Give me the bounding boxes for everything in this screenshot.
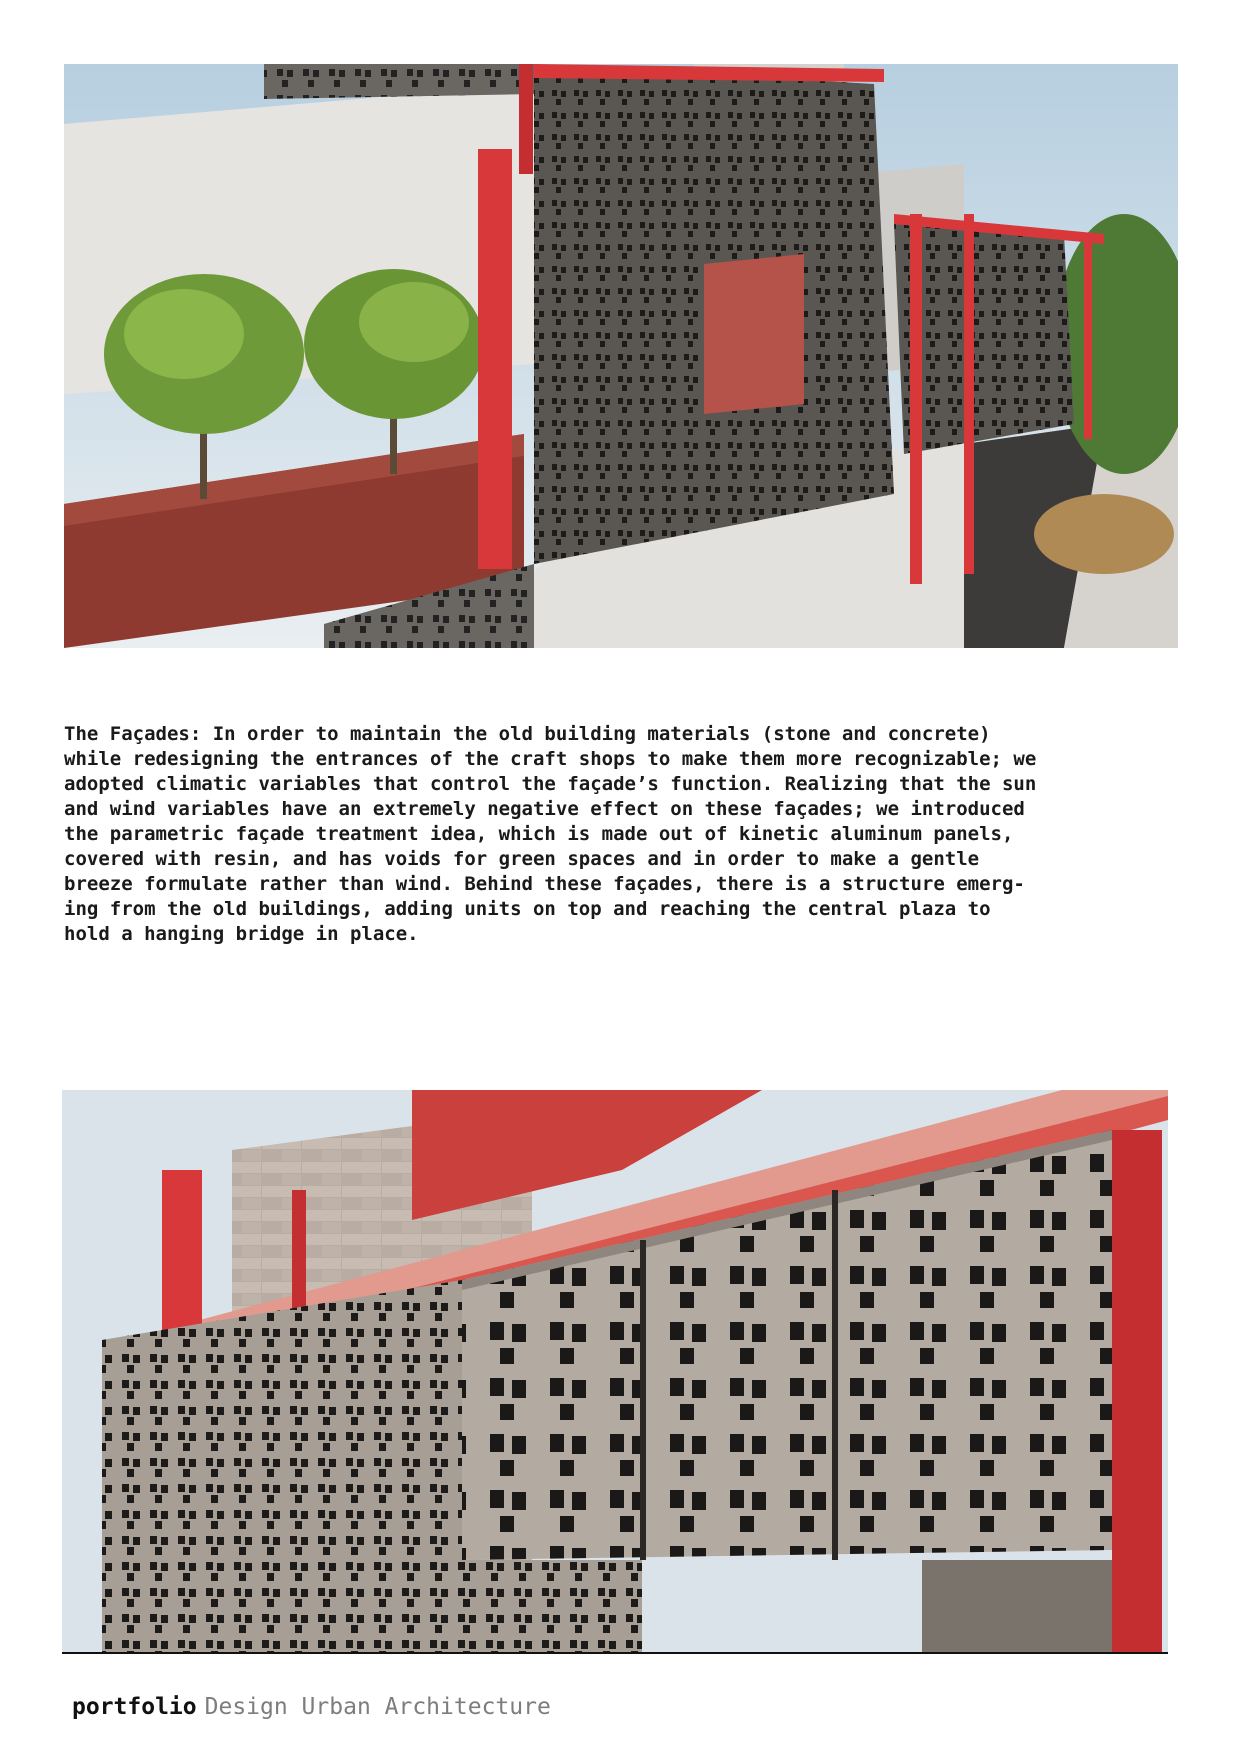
footer-rule (62, 1652, 1168, 1654)
facade-render-bottom (62, 1090, 1168, 1652)
footer-brand: portfolio (72, 1694, 197, 1720)
facade-render-top (64, 64, 1178, 648)
footer-subtitle: Design Urban Architecture (204, 1694, 551, 1720)
facade-description: The Façades: In order to maintain the old building materials (stone and concrete) while redesigning the entrances of the craft shops to make them more recognizable; we adopted climatic variables that control the façade’s function. Realizing that the sun and wind variables have an extremely negative effect on these façades; we introduced the parametric façade treatment idea, which is made out of kinetic aluminum panels, covered with resin, and has voids for green spaces and in order to make a gentle breeze formulate rather than wind. Behind these façades, there is a structure emerg- ing from the old buildings, adding units on top and reaching the central plaza to hold a hanging bridge in place. (64, 723, 1037, 945)
footer (72, 1694, 551, 1720)
facade-render-top-art (64, 64, 1178, 648)
facade-render-bottom-art (62, 1090, 1168, 1652)
